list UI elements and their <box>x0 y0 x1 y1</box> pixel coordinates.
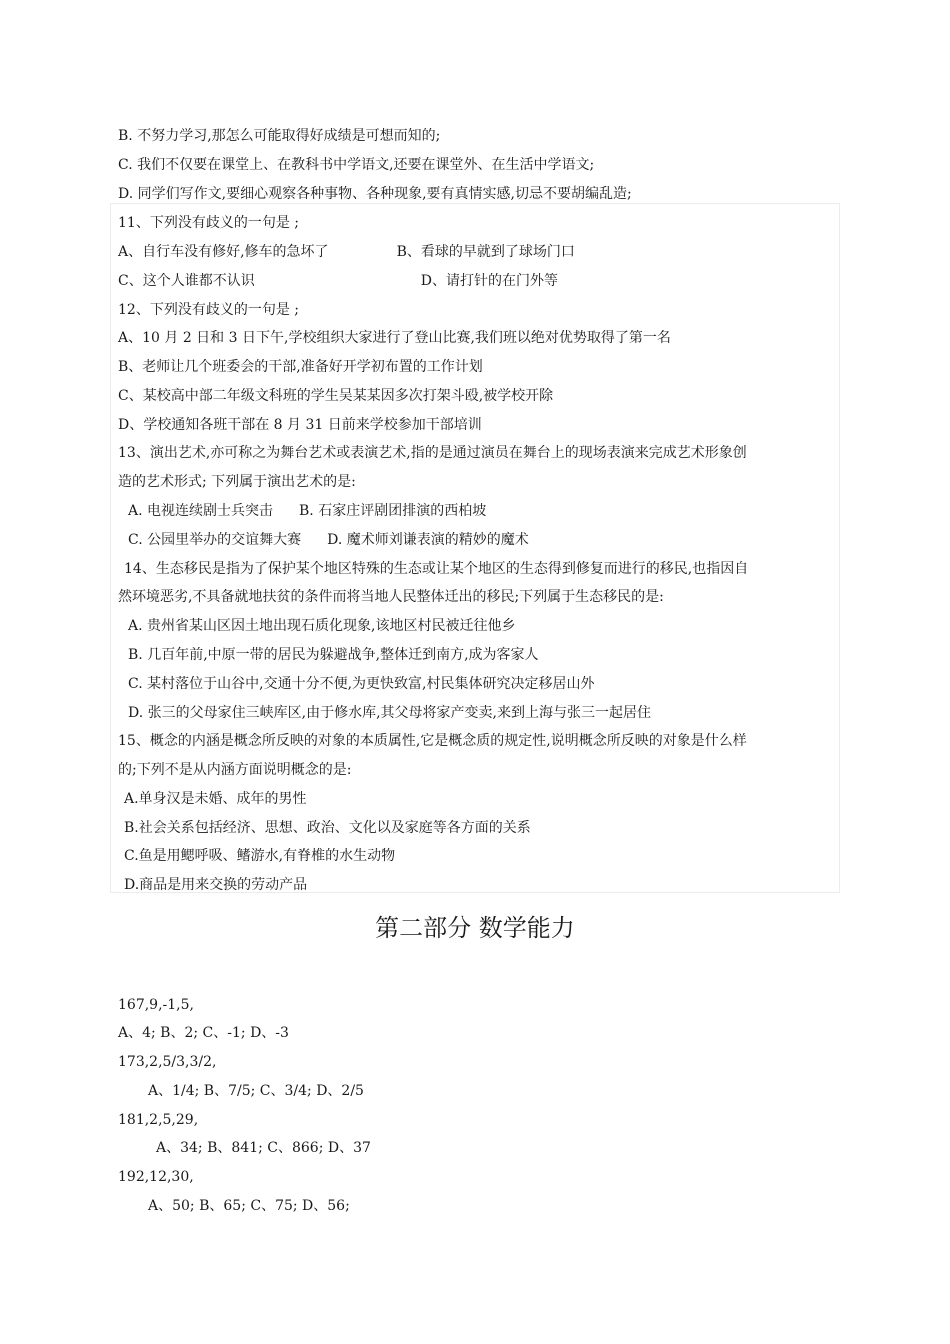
q11-stem: 11、下列没有歧义的一句是 ; <box>118 215 299 231</box>
math-q17-options: A、1/4; B、7/5; C、3/4; D、2/5 <box>148 1083 364 1099</box>
q13-option-c: C. 公园里举办的交谊舞大赛 <box>128 532 302 548</box>
math-q19: 192,12,30, <box>118 1169 194 1185</box>
q12-option-d: D、学校通知各班干部在 8 月 31 日前来学校参加干部培训 <box>118 417 482 433</box>
top-option-c: C. 我们不仅要在课堂上、在教科书中学语文,还要在课堂外、在生活中学语文; <box>118 157 595 173</box>
q15-option-a: A.单身汉是未婚、成年的男性 <box>124 791 307 807</box>
q14-option-b: B. 几百年前,中原一带的居民为躲避战争,整体迁到南方,成为客家人 <box>128 647 539 663</box>
q11-options-row1 <box>118 242 575 262</box>
math-q16-options: A、4; B、2; C、-1; D、-3 <box>118 1025 289 1041</box>
q12-stem: 12、下列没有歧义的一句是 ; <box>118 302 299 318</box>
q12-option-c: C、某校高中部二年级文科班的学生吴某某因多次打架斗殴,被学校开除 <box>118 388 554 404</box>
q14-option-a: A. 贵州省某山区因土地出现石质化现象,该地区村民被迁往他乡 <box>128 618 516 634</box>
q14-stem-line1: 14、生态移民是指为了保护某个地区特殊的生态或让某个地区的生态得到修复而进行的移民,也指因自 <box>124 561 749 577</box>
q13-option-a: A. 电视连续剧士兵突击 <box>128 503 274 519</box>
q11-option-a: A、自行车没有修好,修车的急坏了 <box>118 244 329 260</box>
q11-option-c: C、这个人谁都不认识 <box>118 273 255 289</box>
top-option-b: B. 不努力学习,那怎么可能取得好成绩是可想而知的; <box>118 128 441 144</box>
q13-options-row1 <box>128 501 486 521</box>
q15-stem-line1: 15、概念的内涵是概念所反映的对象的本质属性,它是概念质的规定性,说明概念所反映的对象是什么样 <box>118 733 747 749</box>
math-q16: 167,9,-1,5, <box>118 997 194 1013</box>
q13-option-d: D. 魔术师刘谦表演的精妙的魔术 <box>327 532 529 548</box>
q14-option-d: D. 张三的父母家住三峡库区,由于修水库,其父母将家产变卖,来到上海与张三一起居住 <box>128 705 651 721</box>
top-option-d: D. 同学们写作文,要细心观察各种事物、各种现象,要有真情实感,切忌不要胡编乱造; <box>118 186 632 202</box>
q13-options-row2 <box>128 530 529 550</box>
q11-options-row2 <box>118 271 558 291</box>
q11-option-b: B、看球的早就到了球场门口 <box>396 244 575 260</box>
q14-stem-line2: 然环境恶劣,不具备就地扶贫的条件而将当地人民整体迁出的移民;下列属于生态移民的是: <box>118 589 664 605</box>
q15-option-d: D.商品是用来交换的劳动产品 <box>124 877 308 893</box>
q15-option-b: B.社会关系包括经济、思想、政治、文化以及家庭等各方面的关系 <box>124 820 531 836</box>
math-q18: 181,2,5,29, <box>118 1112 199 1128</box>
math-q18-options: A、34; B、841; C、866; D、37 <box>156 1140 371 1156</box>
q12-option-a: A、10 月 2 日和 3 日下午,学校组织大家进行了登山比赛,我们班以绝对优势取得了第一名 <box>118 330 671 346</box>
q11-option-d: D、请打针的在门外等 <box>420 273 558 289</box>
section-title: 第二部分 数学能力 <box>375 914 575 942</box>
math-q17: 173,2,5/3,3/2, <box>118 1054 217 1070</box>
q15-stem-line2: 的;下列不是从内涵方面说明概念的是: <box>118 762 352 778</box>
q13-stem-line2: 造的艺术形式; 下列属于演出艺术的是: <box>118 474 356 490</box>
q13-stem-line1: 13、演出艺术,亦可称之为舞台艺术或表演艺术,指的是通过演员在舞台上的现场表演来完成艺术形象创 <box>118 445 747 461</box>
math-q19-options: A、50; B、65; C、75; D、56; <box>148 1198 350 1214</box>
q12-option-b: B、老师让几个班委会的干部,准备好开学初布置的工作计划 <box>118 359 483 375</box>
q15-option-c: C.鱼是用鳃呼吸、鳍游水,有脊椎的水生动物 <box>124 848 396 864</box>
q13-option-b: B. 石家庄评剧团排演的西柏坡 <box>299 503 487 519</box>
q14-option-c: C. 某村落位于山谷中,交通十分不便,为更快致富,村民集体研究决定移居山外 <box>128 676 595 692</box>
